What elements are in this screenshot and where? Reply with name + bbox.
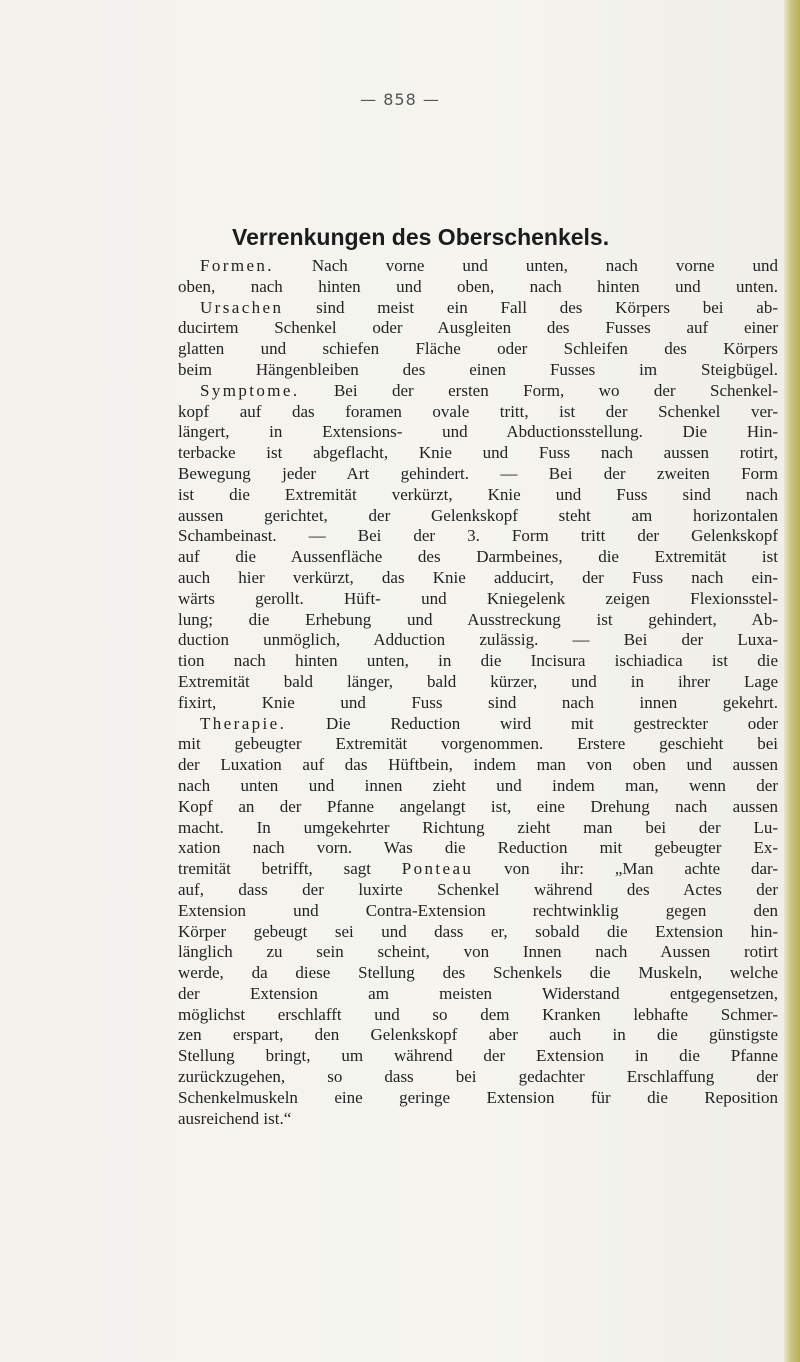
text-line	[178, 1109, 778, 1130]
line-text: xation nach vorn. Was die Reduction mit gebeugter Ex-	[178, 838, 778, 858]
line-text: ausreichend ist.“	[178, 1108, 292, 1128]
text-line	[178, 485, 778, 506]
line-text: auch hier verkürzt, das Knie adducirt, der Fuss nach ein-	[178, 567, 778, 587]
text-line	[178, 630, 778, 651]
section-lead-word: Therapie.	[200, 713, 287, 733]
text-line	[178, 256, 778, 277]
text-line	[178, 734, 778, 755]
line-text: nach unten und innen zieht und indem man, wenn der	[178, 775, 778, 795]
line-text: duction unmöglich, Adduction zulässig. — Bei der Luxa-	[178, 630, 778, 650]
body-text	[178, 256, 778, 1129]
section-lead-word: Ursachen	[200, 297, 284, 317]
line-text: zurückzugehen, so dass bei gedachter Erschlaffung der	[178, 1067, 778, 1087]
line-text: ist die Extremität verkürzt, Knie und Fuss sind nach	[178, 484, 778, 504]
text-line	[178, 506, 778, 527]
text-line	[178, 610, 778, 631]
line-text: Stellung bringt, um während der Extension in die Pfanne	[178, 1046, 778, 1066]
line-text: tion nach hinten unten, in die Incisura ischiadica ist die	[178, 651, 778, 671]
line-text: Die Reduction wird mit gestreckter oder	[286, 713, 778, 733]
line-text: der Luxation auf das Hüftbein, indem man von oben und aussen	[178, 755, 778, 775]
line-text: auf die Aussenfläche des Darmbeines, die Extremität ist	[178, 547, 778, 567]
text-line	[178, 1046, 778, 1067]
text-line	[178, 568, 778, 589]
text-line	[178, 880, 778, 901]
line-text: werde, da diese Stellung des Schenkels die Muskeln, welche	[178, 963, 778, 983]
text-line	[178, 859, 778, 880]
line-text: längert, in Extensions- und Abductionsstellung. Die Hin-	[178, 422, 778, 442]
section-lead-word: Formen.	[200, 256, 274, 275]
line-text-continued: von ihr: „Man achte dar-	[473, 859, 778, 879]
text-line	[178, 589, 778, 610]
line-text: wärts gerollt. Hüft- und Kniegelenk zeigen Flexionsstel-	[178, 588, 778, 608]
line-text: Schenkelmuskeln eine geringe Extension für die Reposition	[178, 1087, 778, 1107]
text-line	[178, 547, 778, 568]
line-text: Extension und Contra-Extension rechtwinklig gegen den	[178, 900, 778, 920]
text-line	[178, 838, 778, 859]
line-text: Kopf an der Pfanne angelangt ist, eine Drehung nach aussen	[178, 796, 778, 816]
text-line	[178, 526, 778, 547]
text-line	[178, 1005, 778, 1026]
line-text: der Extension am meisten Widerstand entgegensetzen,	[178, 983, 778, 1003]
text-line	[178, 922, 778, 943]
line-text: kopf auf das foramen ovale tritt, ist der Schenkel ver-	[178, 401, 778, 421]
line-text: Extremität bald länger, bald kürzer, und in ihrer Lage	[178, 671, 778, 691]
page-edge	[784, 0, 800, 1362]
text-line	[178, 942, 778, 963]
line-text: oben, nach hinten und oben, nach hinten und unten.	[178, 276, 778, 296]
line-text: terbacke ist abgeflacht, Knie und Fuss nach aussen rotirt,	[178, 443, 778, 463]
text-line	[178, 277, 778, 298]
line-text: tremität betrifft, sagt	[178, 859, 402, 879]
author-name: Ponteau	[401, 859, 474, 879]
text-line	[178, 443, 778, 464]
line-text: Nach vorne und unten, nach vorne und	[273, 256, 778, 275]
line-text: auf, dass der luxirte Schenkel während des Actes der	[178, 879, 778, 899]
text-line	[178, 693, 778, 714]
line-text: beim Hängenbleiben des einen Fusses im Steigbügel.	[178, 359, 778, 379]
line-text: Bewegung jeder Art gehindert. — Bei der zweiten Form	[178, 463, 778, 483]
text-line	[178, 1088, 778, 1109]
section-title: Verrenkungen des Oberschenkels.	[232, 224, 610, 250]
line-text: Körper gebeugt sei und dass er, sobald die Extension hin-	[178, 921, 778, 941]
text-line	[178, 422, 778, 443]
line-text: macht. In umgekehrter Richtung zieht man bei der Lu-	[178, 817, 778, 837]
line-text: fixirt, Knie und Fuss sind nach innen gekehrt.	[178, 692, 778, 712]
line-text: glatten und schiefen Fläche oder Schleifen des Körpers	[178, 339, 778, 359]
section-lead-word: Symptome.	[200, 380, 300, 400]
text-line	[178, 651, 778, 672]
line-text: Schambeinast. — Bei der 3. Form tritt der Gelenkskopf	[178, 526, 778, 546]
line-text: aussen gerichtet, der Gelenkskopf steht am horizontalen	[178, 505, 778, 525]
text-line	[178, 797, 778, 818]
line-text: lung; die Erhebung und Ausstreckung ist gehindert, Ab-	[178, 609, 778, 629]
text-line	[178, 755, 778, 776]
text-line	[178, 381, 778, 402]
text-line	[178, 776, 778, 797]
text-line	[178, 1025, 778, 1046]
line-text: ducirtem Schenkel oder Ausgleiten des Fusses auf einer	[178, 318, 778, 338]
text-line	[178, 818, 778, 839]
text-line	[178, 298, 778, 319]
text-line	[178, 672, 778, 693]
line-text: länglich zu sein scheint, von Innen nach Aussen rotirt	[178, 942, 778, 962]
text-line	[178, 360, 778, 381]
page-number: — 858 —	[360, 90, 440, 109]
line-text: Bei der ersten Form, wo der Schenkel-	[299, 380, 778, 400]
text-line	[178, 984, 778, 1005]
line-text: sind meist ein Fall des Körpers bei ab-	[283, 297, 778, 317]
text-line	[178, 1067, 778, 1088]
text-line	[178, 963, 778, 984]
line-text: möglichst erschlafft und so dem Kranken lebhafte Schmer-	[178, 1004, 778, 1024]
text-line	[178, 402, 778, 423]
line-text: zen erspart, den Gelenkskopf aber auch in die günstigste	[178, 1025, 778, 1045]
text-line	[178, 464, 778, 485]
text-line	[178, 714, 778, 735]
text-line	[178, 318, 778, 339]
text-line	[178, 339, 778, 360]
text-line	[178, 901, 778, 922]
line-text: mit gebeugter Extremität vorgenommen. Erstere geschieht bei	[178, 734, 778, 754]
